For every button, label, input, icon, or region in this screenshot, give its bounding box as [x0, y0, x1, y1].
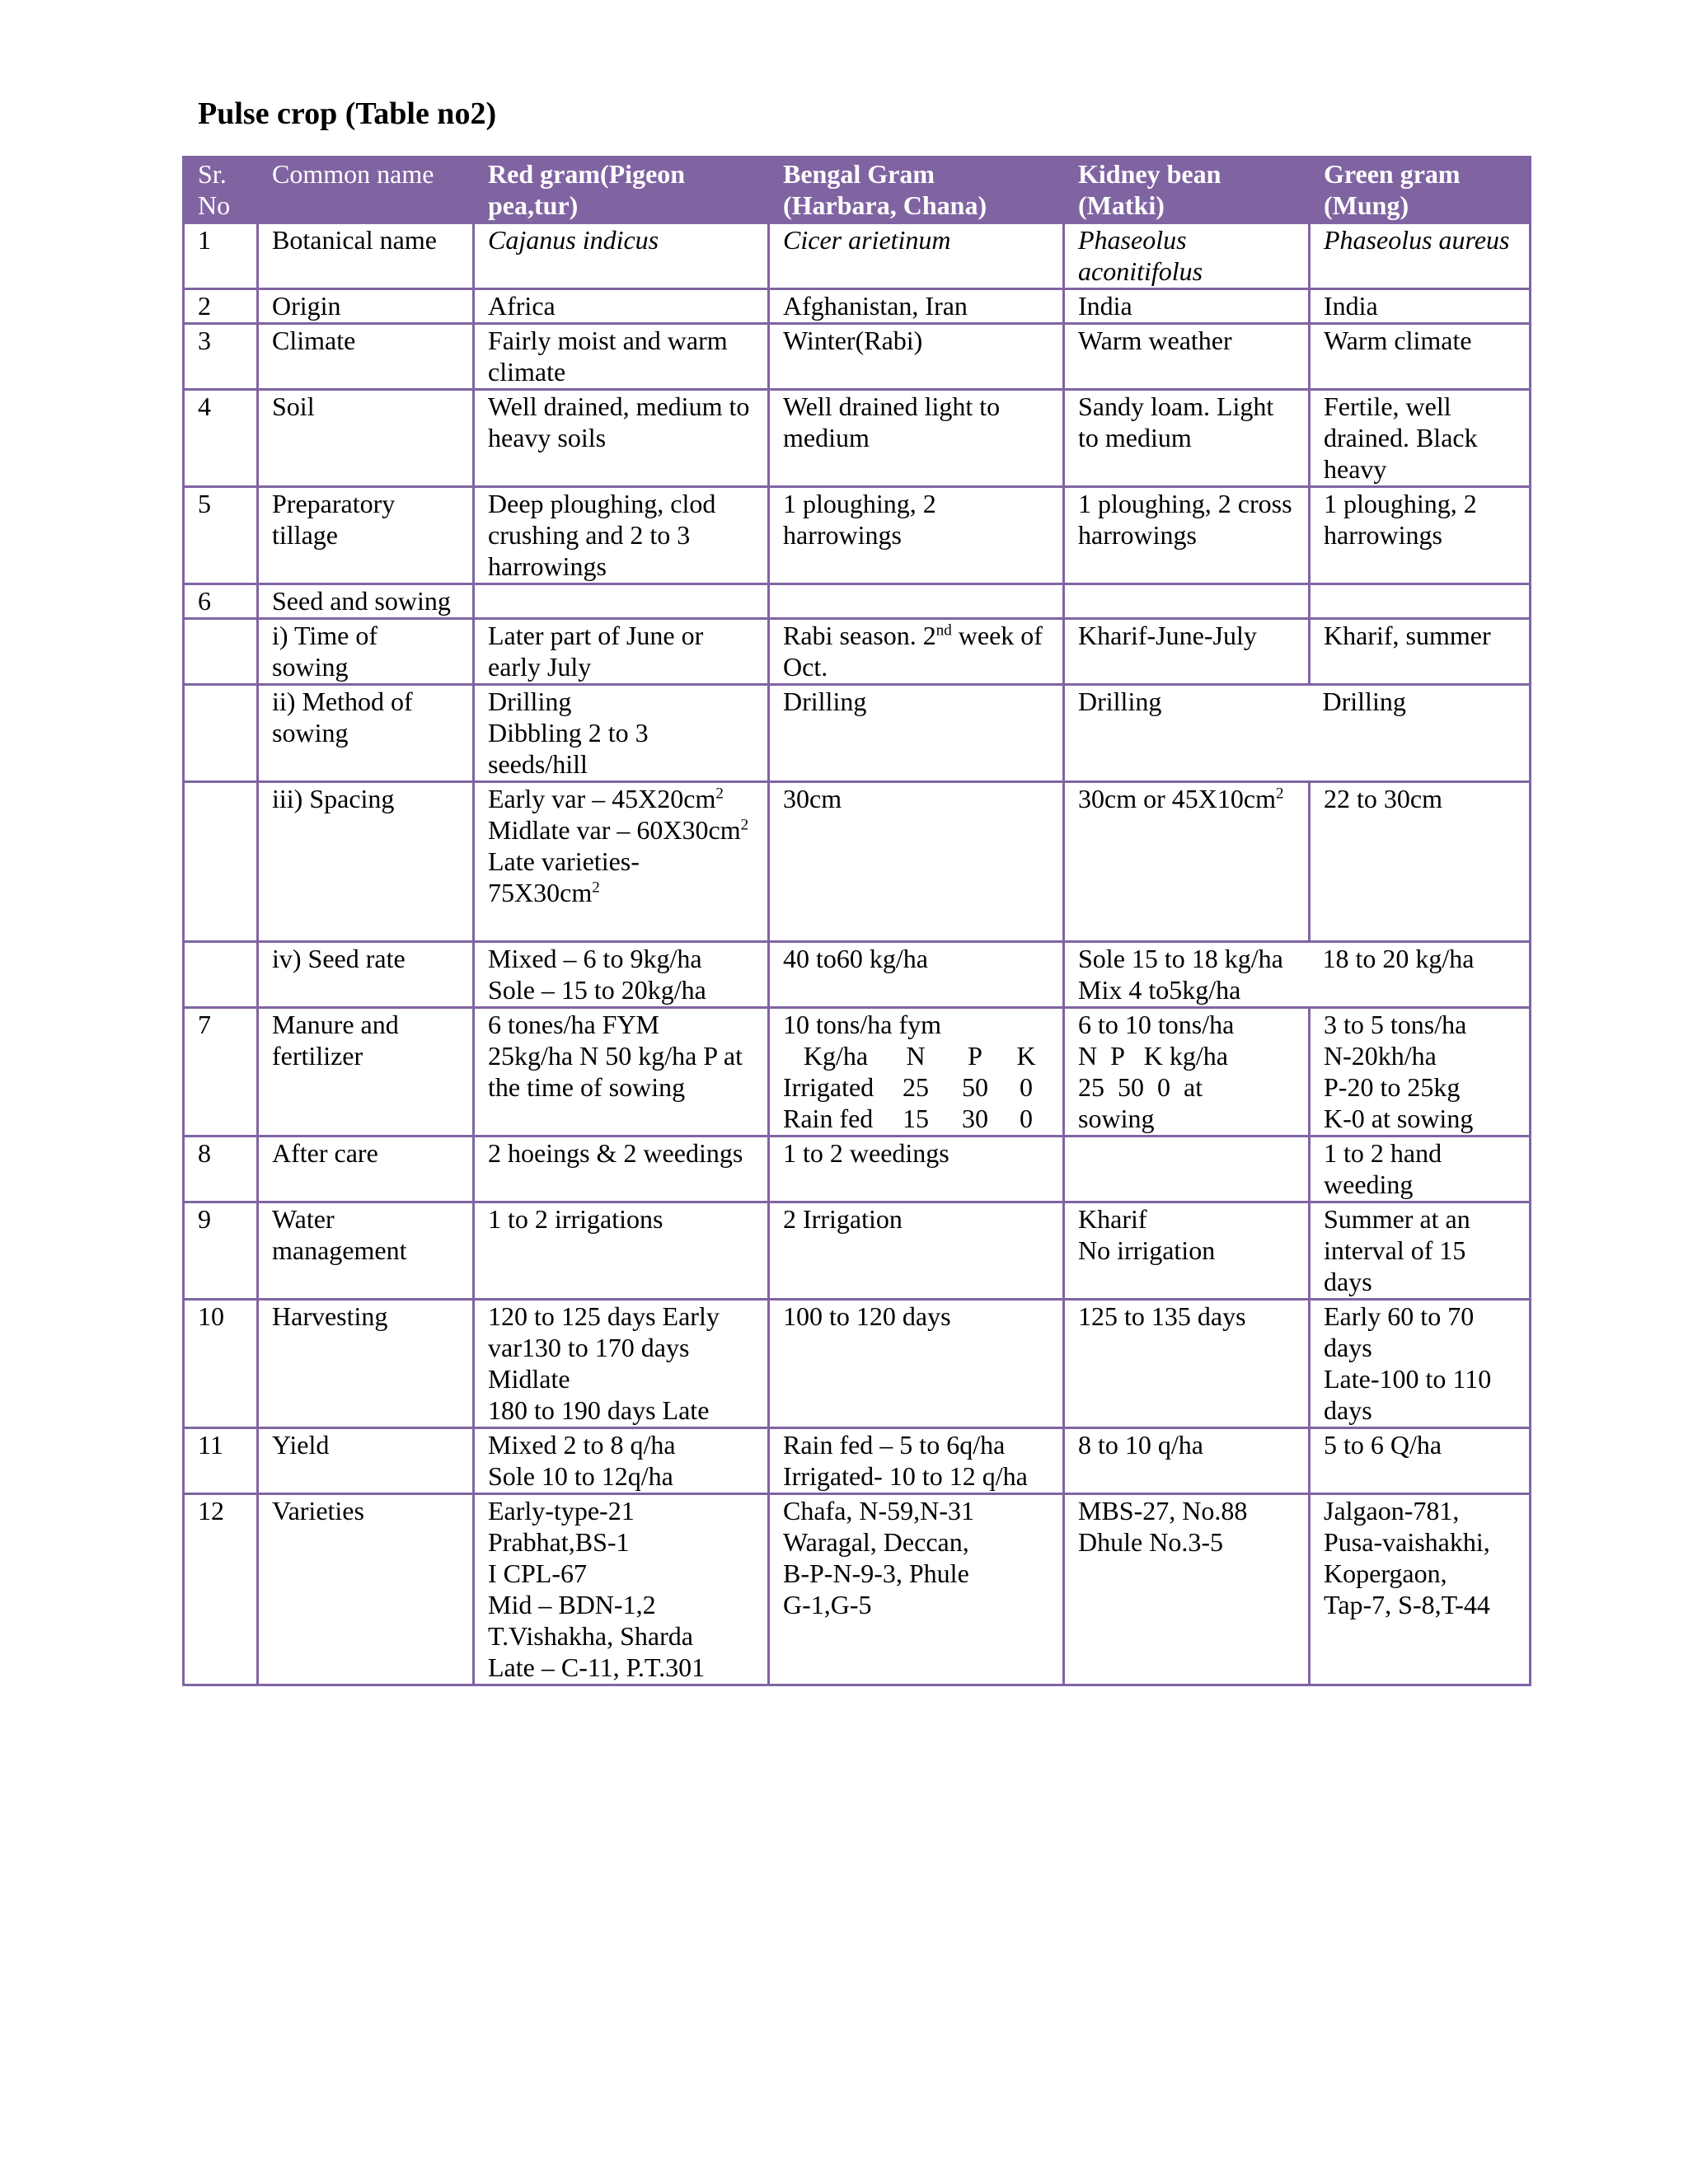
- attribute-cell: Soil: [258, 390, 474, 487]
- npk-value: Kg/ha: [803, 1041, 869, 1071]
- attribute-cell: Climate: [258, 324, 474, 390]
- kidney-bean-cell: India: [1064, 289, 1310, 324]
- kidney-bean-cell: [1064, 584, 1310, 619]
- sr-cell: 1: [184, 223, 258, 289]
- green-gram-cell: 5 to 6 Q/ha: [1310, 1428, 1531, 1494]
- bengal-gram-cell: [769, 584, 1064, 619]
- npk-value: K: [1016, 1041, 1036, 1071]
- kidney-bean-cell: 8 to 10 q/ha: [1064, 1428, 1310, 1494]
- green-gram-cell: Fertile, well drained. Black heavy: [1310, 390, 1531, 487]
- sr-cell: 11: [184, 1428, 258, 1494]
- cell-line: [488, 846, 754, 908]
- attribute-cell: i) Time of sowing: [258, 619, 474, 685]
- attribute-cell: Origin: [258, 289, 474, 324]
- cell-line: Kharif: [1078, 1204, 1147, 1234]
- npk-row: [783, 1103, 1049, 1134]
- bengal-gram-cell: 2 Irrigation: [769, 1202, 1064, 1300]
- sr-cell: 4: [184, 390, 258, 487]
- cell-line: 3 to 5 tons/ha: [1324, 1010, 1467, 1039]
- cell-line: Early-type-21: [488, 1496, 635, 1526]
- cell-line: K-0 at sowing: [1324, 1104, 1474, 1133]
- header-kidney-bean: Kidney bean (Matki): [1064, 157, 1310, 223]
- cell-line: Sole – 15 to 20kg/ha: [488, 975, 706, 1005]
- cell-text: Midlate var – 60X30cm: [488, 815, 741, 845]
- cell-line: I CPL-67: [488, 1558, 587, 1588]
- cell-line: Mid – BDN-1,2: [488, 1590, 656, 1619]
- superscript: 2: [740, 816, 749, 834]
- kidney-bean-cell: [1064, 1008, 1310, 1137]
- cell-line: sowing: [1078, 1104, 1155, 1133]
- table-row: [184, 584, 1531, 619]
- cell-line: 6 to 10 tons/ha: [1078, 1010, 1235, 1039]
- table-row: [184, 1202, 1531, 1300]
- npk-value: Irrigated: [783, 1072, 874, 1102]
- superscript: nd: [935, 621, 952, 640]
- cell-line: Prabhat,BS-1: [488, 1527, 630, 1557]
- superscript: 2: [715, 785, 724, 803]
- cell-line: No irrigation: [1078, 1235, 1216, 1265]
- cell-line: Drilling: [488, 687, 572, 716]
- green-gram-cell: 1 to 2 hand weeding: [1310, 1137, 1531, 1202]
- sr-cell: 7: [184, 1008, 258, 1137]
- table-row: [184, 685, 1531, 782]
- table-row: [184, 1428, 1531, 1494]
- table-row: [184, 942, 1531, 1008]
- green-gram-cell: [1310, 1008, 1531, 1137]
- npk-value: 0: [1020, 1072, 1033, 1102]
- page-title: Pulse crop (Table no2): [198, 96, 497, 131]
- red-gram-cell: Africa: [474, 289, 769, 324]
- cell-line: 25kg/ha N 50 kg/ha P at the time of sowing: [488, 1041, 743, 1102]
- cell-line: N P K kg/ha: [1078, 1041, 1228, 1071]
- bengal-gram-cell: [769, 619, 1064, 685]
- sr-cell: 9: [184, 1202, 258, 1300]
- table-row: [184, 390, 1531, 487]
- table-row: [184, 1008, 1531, 1137]
- cell-text: week of Oct.: [783, 621, 1043, 682]
- cell-line: Late-100 to 110 days: [1324, 1364, 1492, 1425]
- table-row: [184, 1300, 1531, 1428]
- green-gram-cell: Warm climate: [1310, 324, 1531, 390]
- cell-line: G-1,G-5: [783, 1590, 872, 1619]
- red-gram-cell: [474, 1428, 769, 1494]
- red-gram-cell: Deep ploughing, clod crushing and 2 to 3 harrowings: [474, 487, 769, 584]
- cell-line: [488, 783, 754, 814]
- cell-line: [488, 814, 754, 846]
- sr-cell: [184, 942, 258, 1008]
- cell-line: Chafa, N-59,N-31: [783, 1496, 974, 1526]
- kidney-bean-cell: Kharif-June-July: [1064, 619, 1310, 685]
- npk-value: P: [968, 1041, 982, 1071]
- attribute-cell: Varieties: [258, 1494, 474, 1685]
- header-green-gram: Green gram (Mung): [1310, 157, 1531, 223]
- attribute-cell: Water management: [258, 1202, 474, 1300]
- bengal-gram-cell: 40 to60 kg/ha: [769, 942, 1064, 1008]
- cell-line: Mix 4 to5kg/ha: [1078, 975, 1241, 1005]
- cell-line: P-20 to 25kg: [1324, 1072, 1461, 1102]
- npk-value: N: [906, 1041, 926, 1071]
- red-gram-cell: [474, 584, 769, 619]
- cell-line: Dibbling 2 to 3 seeds/hill: [488, 718, 649, 779]
- cell-line: Irrigated- 10 to 12 q/ha: [783, 1461, 1028, 1491]
- green-gram-cell: [1310, 1494, 1531, 1685]
- bengal-gram-cell: Afghanistan, Iran: [769, 289, 1064, 324]
- attribute-cell: Yield: [258, 1428, 474, 1494]
- table-row: [184, 289, 1531, 324]
- attribute-cell: Preparatory tillage: [258, 487, 474, 584]
- cell-line: 180 to 190 days Late: [488, 1395, 710, 1425]
- red-gram-cell: Cajanus indicus: [474, 223, 769, 289]
- red-gram-cell: [474, 1494, 769, 1685]
- header-common-name: Common name: [258, 157, 474, 223]
- sr-cell: 8: [184, 1137, 258, 1202]
- superscript: 2: [1275, 785, 1284, 803]
- cell-line: Pusa-vaishakhi,: [1324, 1527, 1490, 1557]
- table-row: [184, 487, 1531, 584]
- green-gram-cell: [1310, 584, 1531, 619]
- red-gram-cell: [474, 782, 769, 942]
- npk-value: 25: [903, 1072, 929, 1102]
- kidney-bean-cell: [1064, 942, 1310, 1008]
- npk-row: [783, 1040, 1049, 1071]
- npk-value: Rain fed: [783, 1104, 874, 1133]
- cell-text: Rabi season. 2: [783, 621, 936, 650]
- green-gram-cell: 18 to 20 kg/ha: [1310, 942, 1531, 1008]
- red-gram-cell: 2 hoeings & 2 weedings: [474, 1137, 769, 1202]
- green-gram-cell: [1310, 1300, 1531, 1428]
- kidney-bean-cell: Sandy loam. Light to medium: [1064, 390, 1310, 487]
- header-row: [184, 157, 1531, 223]
- kidney-bean-cell: Phaseolus aconitifolus: [1064, 223, 1310, 289]
- kidney-bean-cell: [1064, 1202, 1310, 1300]
- header-red-gram: Red gram(Pigeon pea,tur): [474, 157, 769, 223]
- kidney-bean-cell: [1064, 1137, 1310, 1202]
- kidney-bean-cell: 1 ploughing, 2 cross harrowings: [1064, 487, 1310, 584]
- red-gram-cell: Well drained, medium to heavy soils: [474, 390, 769, 487]
- sr-cell: 12: [184, 1494, 258, 1685]
- cell-line: Rain fed – 5 to 6q/ha: [783, 1430, 1006, 1460]
- red-gram-cell: Fairly moist and warm climate: [474, 324, 769, 390]
- bengal-gram-cell: [769, 1494, 1064, 1685]
- green-gram-cell: Summer at an interval of 15 days: [1310, 1202, 1531, 1300]
- bengal-gram-cell: Cicer arietinum: [769, 223, 1064, 289]
- red-gram-cell: [474, 1008, 769, 1137]
- red-gram-cell: Later part of June or early July: [474, 619, 769, 685]
- kidney-bean-cell: [1064, 1494, 1310, 1685]
- attribute-cell: Manure and fertilizer: [258, 1008, 474, 1137]
- green-gram-cell: 22 to 30cm: [1310, 782, 1531, 942]
- green-gram-cell: Phaseolus aureus: [1310, 223, 1531, 289]
- table-row: [184, 1494, 1531, 1685]
- red-gram-cell: [474, 942, 769, 1008]
- cell-line: 25 50 0 at: [1078, 1072, 1203, 1102]
- bengal-gram-cell: 1 to 2 weedings: [769, 1137, 1064, 1202]
- cell-line: N-20kh/ha: [1324, 1041, 1437, 1071]
- bengal-gram-cell: 1 ploughing, 2 harrowings: [769, 487, 1064, 584]
- red-gram-cell: [474, 1300, 769, 1428]
- sr-cell: 5: [184, 487, 258, 584]
- cell-text: Early var – 45X20cm: [488, 784, 716, 813]
- npk-value: 0: [1020, 1104, 1033, 1133]
- sr-cell: 6: [184, 584, 258, 619]
- cell-line: Late – C-11, P.T.301: [488, 1652, 706, 1682]
- table-row: [184, 223, 1531, 289]
- cell-line: Dhule No.3-5: [1078, 1527, 1223, 1557]
- attribute-cell: iii) Spacing: [258, 782, 474, 942]
- cell-line: 6 tones/ha FYM: [488, 1010, 659, 1039]
- green-gram-cell: Kharif, summer: [1310, 619, 1531, 685]
- kidney-bean-cell: Drilling: [1064, 685, 1310, 782]
- red-gram-cell: 1 to 2 irrigations: [474, 1202, 769, 1300]
- table-row: [184, 619, 1531, 685]
- pulse-crop-table: [182, 156, 1531, 1686]
- bengal-gram-cell: [769, 1008, 1064, 1137]
- cell-line: Sole 15 to 18 kg/ha: [1078, 944, 1283, 973]
- npk-value: 15: [903, 1104, 929, 1133]
- attribute-cell: Harvesting: [258, 1300, 474, 1428]
- sr-cell: [184, 685, 258, 782]
- kidney-bean-cell: 125 to 135 days: [1064, 1300, 1310, 1428]
- red-gram-cell: [474, 685, 769, 782]
- cell-line: Waragal, Deccan,: [783, 1527, 969, 1557]
- bengal-gram-cell: Winter(Rabi): [769, 324, 1064, 390]
- bengal-gram-cell: Drilling: [769, 685, 1064, 782]
- sr-cell: 10: [184, 1300, 258, 1428]
- cell-line: 10 tons/ha fym: [783, 1010, 941, 1039]
- header-bengal-gram: Bengal Gram (Harbara, Chana): [769, 157, 1064, 223]
- table-row: [184, 1137, 1531, 1202]
- bengal-gram-cell: [769, 1428, 1064, 1494]
- header-sr: Sr. No: [184, 157, 258, 223]
- attribute-cell: iv) Seed rate: [258, 942, 474, 1008]
- cell-text: 30cm or 45X10cm: [1078, 784, 1276, 813]
- npk-value: 50: [962, 1072, 988, 1102]
- attribute-cell: ii) Method of sowing: [258, 685, 474, 782]
- sr-cell: 3: [184, 324, 258, 390]
- cell-line: Tap-7, S-8,T-44: [1324, 1590, 1490, 1619]
- sr-cell: [184, 782, 258, 942]
- npk-row: [783, 1071, 1049, 1103]
- cell-line: MBS-27, No.88: [1078, 1496, 1248, 1526]
- table-row: [184, 324, 1531, 390]
- attribute-cell: Botanical name: [258, 223, 474, 289]
- bengal-gram-cell: Well drained light to medium: [769, 390, 1064, 487]
- table-row: [184, 782, 1531, 942]
- superscript: 2: [592, 879, 600, 897]
- sr-cell: [184, 619, 258, 685]
- cell-line: 120 to 125 days Early var130 to 170 days Midlate: [488, 1301, 720, 1394]
- attribute-cell: After care: [258, 1137, 474, 1202]
- green-gram-cell: India: [1310, 289, 1531, 324]
- cell-line: T.Vishakha, Sharda: [488, 1621, 693, 1651]
- bengal-gram-cell: 30cm: [769, 782, 1064, 942]
- cell-line: B-P-N-9-3, Phule: [783, 1558, 969, 1588]
- kidney-bean-cell: Warm weather: [1064, 324, 1310, 390]
- bengal-gram-cell: 100 to 120 days: [769, 1300, 1064, 1428]
- cell-line: Early 60 to 70 days: [1324, 1301, 1475, 1362]
- kidney-bean-cell: [1064, 782, 1310, 942]
- attribute-cell: Seed and sowing: [258, 584, 474, 619]
- npk-value: 30: [962, 1104, 988, 1133]
- cell-line: Kopergaon,: [1324, 1558, 1447, 1588]
- npk-table: [783, 1040, 1049, 1134]
- cell-line: Mixed – 6 to 9kg/ha: [488, 944, 702, 973]
- green-gram-cell: Drilling: [1310, 685, 1531, 782]
- cell-line: Jalgaon-781,: [1324, 1496, 1460, 1526]
- sr-cell: 2: [184, 289, 258, 324]
- cell-line: Mixed 2 to 8 q/ha: [488, 1430, 676, 1460]
- cell-text: Late varieties- 75X30cm: [488, 846, 640, 907]
- green-gram-cell: 1 ploughing, 2 harrowings: [1310, 487, 1531, 584]
- cell-line: Sole 10 to 12q/ha: [488, 1461, 673, 1491]
